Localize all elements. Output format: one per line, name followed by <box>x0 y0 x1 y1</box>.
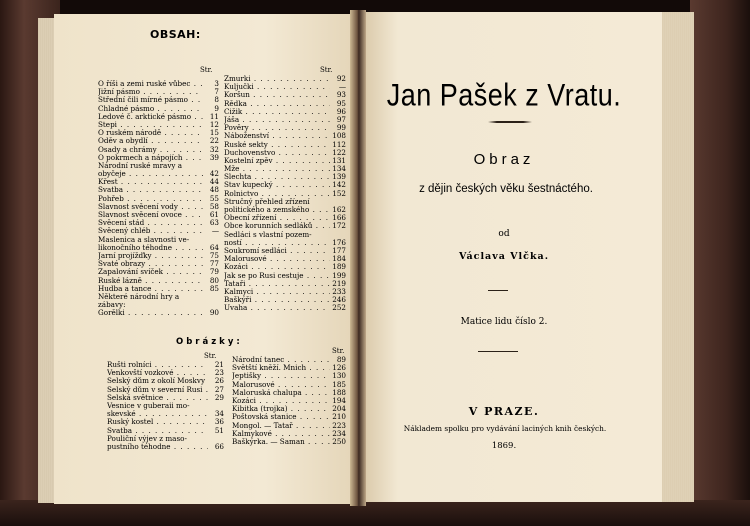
contents-entry-text: Úvaha . . . <box>224 304 330 312</box>
contents-left-column <box>98 80 219 317</box>
contents-entry-page: — <box>338 82 346 92</box>
illustration-entry <box>107 410 224 418</box>
contents-entry <box>224 141 346 149</box>
illustration-entry-text: Kalmykové . . . <box>232 430 330 438</box>
illustrations-str-label-right: Str. <box>332 347 345 355</box>
contents-entry <box>224 198 346 206</box>
illustration-entry-text: Vesnice v guberaii mo- <box>107 401 190 410</box>
contents-entry-page: 122 <box>332 147 346 157</box>
contents-entry-text: Kalmyci . . . <box>224 288 330 296</box>
illustration-entry-text: Rušti rolníci . . . <box>107 361 208 369</box>
contents-entry <box>224 91 346 99</box>
contents-entry <box>98 277 219 285</box>
contents-entry-text: Malorusové . . . <box>224 255 330 263</box>
contents-heading: OBSAH: <box>150 28 201 41</box>
illustration-entry-text: Maloruská chalupa . . . <box>232 389 330 397</box>
contents-entry-text: Ledové č. arktické pásmo . . . <box>98 113 203 121</box>
book-gutter <box>350 10 366 506</box>
contents-entry-text: Gorělki . . . <box>98 309 203 317</box>
contents-entry <box>224 288 346 296</box>
publisher-line: Nákladem spolku pro vydávání laciných knih českých. <box>403 424 607 433</box>
contents-entry-page <box>203 293 219 301</box>
contents-entry-page: 172 <box>332 221 346 231</box>
contents-entry-page: 112 <box>332 139 346 149</box>
contents-entry-text: Slavnost svěcení vody . . . <box>98 203 203 211</box>
contents-entry-text: Svěcení stád . . . <box>98 219 203 227</box>
contents-entry-page: 77 <box>209 259 219 269</box>
contents-entry-page: 134 <box>332 164 346 174</box>
illustration-entry-page: 21 <box>214 360 224 369</box>
contents-entry-text: Jarní projížďky . . . <box>98 252 203 260</box>
contents-entry-text: Jižní pásmo . . . <box>98 88 203 96</box>
contents-entry-text: Žmurki . . . <box>224 75 330 83</box>
contents-entry-page: 96 <box>336 106 346 116</box>
illustration-entry-text: Pouliční výjev z maso- <box>107 434 187 443</box>
contents-entry-page: 99 <box>336 123 346 133</box>
contents-entry-text: Sedláci s vlastní pozem- <box>224 230 312 239</box>
illustration-entry-page: 185 <box>332 379 346 389</box>
contents-entry-page: 48 <box>209 185 219 195</box>
contents-entry-page: — <box>211 226 219 236</box>
contents-entry <box>98 293 219 301</box>
contents-entry <box>224 83 346 91</box>
contents-entry <box>224 116 346 124</box>
contents-entry-text: Mže . . . <box>224 165 330 173</box>
contents-entry <box>224 157 346 165</box>
contents-str-label-right: Str. <box>320 66 333 74</box>
illustration-entry-page: 234 <box>332 428 346 438</box>
contents-entry-text: Obecní zřízení . . . <box>224 214 330 222</box>
contents-entry-page: 92 <box>336 74 346 83</box>
illustration-entry-text: Jeptišky . . . <box>232 372 330 380</box>
page-edges-right <box>660 12 694 502</box>
contents-entry-page: 22 <box>209 136 219 146</box>
illustration-entry-page: 34 <box>214 409 224 419</box>
contents-entry-text: Náboženství . . . <box>224 132 330 140</box>
contents-entry-page: 93 <box>336 90 346 100</box>
contents-entry <box>98 211 219 219</box>
contents-entry-text: Jáša . . . <box>224 116 330 124</box>
contents-entry <box>224 255 346 263</box>
contents-entry-page: 79 <box>209 267 219 277</box>
author-name: Václava Vlčka. <box>459 251 549 262</box>
contents-entry-page: 44 <box>209 177 219 187</box>
illustration-entry <box>232 389 346 397</box>
contents-entry-page: 64 <box>209 242 219 252</box>
contents-entry-page: 142 <box>332 180 346 190</box>
illustration-entry-page: 89 <box>336 355 346 364</box>
contents-entry-page: 75 <box>209 250 219 260</box>
illustration-entry-text: Poštovská stanice . . . <box>232 413 330 421</box>
by-label: od <box>498 229 510 239</box>
illustration-entry-page: 23 <box>214 368 224 378</box>
contents-entry-text: Chladné pásmo . . . <box>98 105 203 113</box>
illustration-entry-text: Malorusové . . . <box>232 381 330 389</box>
illustration-entry-page: 204 <box>332 404 346 414</box>
contents-entry-text: Kuljučki . . . <box>224 83 330 91</box>
contents-entry-text: zábavy: <box>98 301 126 310</box>
illustration-entry-text: Selský dům z okolí Moskvy . . . <box>107 377 208 385</box>
illustration-entry-text: skevské . . . <box>107 410 208 418</box>
contents-entry-page: 199 <box>332 270 346 280</box>
illustration-entry-text: Mongol. — Tatař . . . <box>232 422 330 430</box>
contents-entry-text: Duchovenstvo . . . <box>224 149 330 157</box>
contents-entry-text: Tataři . . . <box>224 280 330 288</box>
contents-entry <box>98 137 219 145</box>
contents-entry <box>224 132 346 140</box>
contents-entry-page: 11 <box>209 111 219 121</box>
contents-entry <box>224 296 346 304</box>
contents-entry-text: Některé národní hry a <box>98 292 180 301</box>
illustration-entry <box>232 356 346 364</box>
contents-entry-text: Svatba . . . <box>98 186 203 194</box>
contents-entry-page: 80 <box>209 275 219 285</box>
contents-entry <box>224 263 346 271</box>
contents-entry <box>224 280 346 288</box>
contents-entry-page: 90 <box>209 308 219 318</box>
contents-entry <box>224 304 346 312</box>
illustration-entry-page: 194 <box>332 395 346 405</box>
contents-entry-text: Křest . . . <box>98 178 203 186</box>
contents-entry-text: obyčeje . . . <box>98 170 203 178</box>
contents-str-label-left: Str. <box>200 66 213 74</box>
contents-entry <box>224 124 346 132</box>
illustrations-right-column <box>232 356 346 446</box>
contents-entry <box>224 247 346 255</box>
contents-entry-page: 55 <box>209 193 219 203</box>
illustration-entry <box>107 443 224 451</box>
contents-entry-page: 42 <box>209 169 219 179</box>
illustration-entry-text: Baškýrka. — Šaman . . . <box>232 438 330 446</box>
illustrations-str-label-left: Str. <box>204 352 217 360</box>
illustration-entry <box>232 397 346 405</box>
contents-entry-text: Svaté obrazy . . . <box>98 260 203 268</box>
contents-entry-page: 246 <box>332 295 346 305</box>
contents-entry-text: Oděv a obydlí . . . <box>98 137 203 145</box>
illustration-entry <box>232 381 346 389</box>
illustrations-heading: Obrázky: <box>176 337 243 347</box>
contents-entry <box>98 129 219 137</box>
contents-entry-text: Čižik . . . <box>224 108 330 116</box>
book-genre: Obraz <box>473 151 535 168</box>
contents-entry-page: 176 <box>332 237 346 247</box>
illustration-entry-page: 126 <box>332 363 346 373</box>
contents-entry-page: 7 <box>214 87 219 97</box>
contents-entry <box>98 236 219 244</box>
illustration-entry-page: 51 <box>214 425 224 435</box>
contents-entry-page: 8 <box>214 95 219 105</box>
contents-entry <box>98 219 219 227</box>
illustrations-left-column <box>107 361 224 451</box>
contents-entry <box>98 170 219 178</box>
contents-entry <box>98 105 219 113</box>
contents-entry-text: politického a zemského . . . <box>224 206 330 214</box>
contents-entry <box>98 113 219 121</box>
contents-entry-page: 131 <box>332 155 346 165</box>
contents-entry <box>98 80 219 88</box>
contents-entry-page: 58 <box>209 201 219 211</box>
contents-entry-text: Osady a chrámy . . . <box>98 146 203 154</box>
contents-entry <box>98 203 219 211</box>
contents-entry-page: 219 <box>332 278 346 288</box>
contents-entry <box>98 121 219 129</box>
illustration-entry-text: Ruský kostel . . . <box>107 418 208 426</box>
contents-entry-text: Hudba a tance . . . <box>98 285 203 293</box>
illustration-entry-text: Světští kněží. Mnich . . . <box>232 364 330 372</box>
contents-entry-text: Národní ruské mravy a <box>98 161 183 170</box>
contents-entry <box>98 260 219 268</box>
contents-entry-page: 63 <box>209 218 219 228</box>
contents-entry <box>224 222 346 230</box>
contents-entry-page: 152 <box>332 188 346 198</box>
contents-entry-text: Pohřeb . . . <box>98 195 203 203</box>
publication-year: 1869. <box>491 441 517 451</box>
contents-entry-text: O ruském národě . . . <box>98 129 203 137</box>
illustration-entry-text: Selská světnice . . . <box>107 394 208 402</box>
contents-entry <box>98 309 219 317</box>
contents-entry <box>224 231 346 239</box>
contents-entry-text: Stav kupecký . . . <box>224 181 330 189</box>
contents-entry-page: 15 <box>209 128 219 138</box>
illustration-entry <box>107 369 224 377</box>
short-rule <box>488 290 508 291</box>
contents-entry-page: 108 <box>332 131 346 141</box>
illustration-entry <box>232 438 346 446</box>
illustration-entry-page: 130 <box>332 371 346 381</box>
series-line: Matice lidu číslo 2. <box>460 317 548 327</box>
contents-entry <box>98 162 219 170</box>
contents-entry <box>98 96 219 104</box>
contents-entry-text: Maslenica a slavnosti ve- <box>98 235 190 244</box>
illustration-entry-text: pustního téhodne . . . <box>107 443 208 451</box>
illustration-entry <box>107 427 224 435</box>
illustration-entry-text: Venkovští vozkové . . . <box>107 369 208 377</box>
contents-entry <box>224 100 346 108</box>
separator-rule <box>478 351 518 352</box>
illustration-entry-text: Národní tanec . . . <box>232 356 330 364</box>
illustration-entry-page: 36 <box>214 417 224 427</box>
contents-entry <box>98 244 219 252</box>
illustration-entry <box>232 430 346 438</box>
contents-entry-text: Pověry . . . <box>224 124 330 132</box>
contents-entry <box>224 206 346 214</box>
contents-entry-page: 166 <box>332 213 346 223</box>
contents-entry-text: Rědka . . . <box>224 100 330 108</box>
contents-entry-page: 61 <box>209 210 219 219</box>
illustration-entry-page: 27 <box>214 384 224 394</box>
contents-entry-text: Ruské lázně . . . <box>98 277 203 285</box>
title-ornament <box>488 121 532 123</box>
book-subtitle: z dějin českých věku šestnáctého. <box>419 183 593 195</box>
book-title: Jan Pašek z Vratu. <box>386 78 622 113</box>
contents-entry <box>224 181 346 189</box>
contents-entry-page: 32 <box>209 144 219 154</box>
contents-entry-page: 233 <box>332 286 346 296</box>
illustration-entry <box>107 435 224 443</box>
contents-entry <box>98 301 219 309</box>
contents-entry-text: Rolnictvo . . . <box>224 190 330 198</box>
contents-entry-text: Stručný přehled zřízení <box>224 197 310 206</box>
book-cover-right <box>690 0 750 526</box>
illustration-entry-text: Selský dům v severní Rusi . . . <box>107 386 208 394</box>
contents-entry-text: Jak se po Rusi cestuje . . . <box>224 272 330 280</box>
contents-entry-page: 177 <box>332 245 346 255</box>
illustration-entry-page: 210 <box>332 412 346 422</box>
contents-entry <box>98 268 219 276</box>
contents-entry <box>224 75 346 83</box>
illustration-entry <box>232 372 346 380</box>
publication-city: V PRAZE. <box>468 405 540 418</box>
contents-entry <box>224 214 346 222</box>
contents-entry <box>98 154 219 162</box>
illustration-entry <box>107 418 224 426</box>
contents-entry-text: Střední čili mírné pásmo . . . <box>98 96 203 104</box>
contents-right-column <box>224 75 346 312</box>
illustration-entry <box>232 413 346 421</box>
contents-entry-text: Baškýři . . . <box>224 296 330 304</box>
contents-entry-page: 12 <box>209 119 219 129</box>
illustration-entry-page: 26 <box>214 376 224 386</box>
contents-entry-text: Šlechta . . . <box>224 173 330 181</box>
contents-entry-page: 189 <box>332 262 346 272</box>
contents-entry-text: Svěcený chléb . . . <box>98 227 203 235</box>
contents-entry-page: 184 <box>332 254 346 264</box>
illustration-entry <box>107 402 224 410</box>
contents-entry-text: Zapalování svíček . . . <box>98 268 203 276</box>
contents-entry <box>98 227 219 235</box>
illustration-entry-text: Kozáci . . . <box>232 397 330 405</box>
illustration-entry <box>232 405 346 413</box>
contents-entry-page: 3 <box>214 79 219 88</box>
contents-entry <box>98 88 219 96</box>
contents-entry <box>98 178 219 186</box>
contents-entry <box>224 239 346 247</box>
contents-entry <box>98 186 219 194</box>
illustration-entry-page: 250 <box>332 436 346 446</box>
contents-entry-text: ností . . . <box>224 239 330 247</box>
illustration-entry <box>107 361 224 369</box>
contents-entry <box>224 272 346 280</box>
contents-entry-text: likonočního téhodne . . . <box>98 244 203 252</box>
contents-entry <box>224 165 346 173</box>
contents-entry <box>98 252 219 260</box>
illustration-entry <box>107 377 224 385</box>
contents-entry-page: 252 <box>332 303 346 313</box>
illustration-entry-page: 188 <box>332 387 346 397</box>
contents-entry <box>224 108 346 116</box>
contents-entry <box>98 146 219 154</box>
illustration-entry <box>232 364 346 372</box>
contents-entry-page: 162 <box>332 205 346 214</box>
contents-entry-text: Ruské sekty . . . <box>224 141 330 149</box>
contents-entry <box>224 149 346 157</box>
illustration-entry <box>107 386 224 394</box>
contents-entry-page: 9 <box>214 103 219 113</box>
contents-entry-page: 39 <box>209 152 219 162</box>
contents-entry-text: Stepi . . . <box>98 121 203 129</box>
illustration-entry <box>107 394 224 402</box>
contents-entry <box>224 173 346 181</box>
contents-entry-page: 139 <box>332 172 346 182</box>
illustration-entry <box>232 422 346 430</box>
contents-entry-text: Koršun . . . <box>224 91 330 99</box>
contents-entry-page: 85 <box>209 283 219 293</box>
contents-entry-text: Soukromí sedláci . . . <box>224 247 330 255</box>
contents-entry <box>224 190 346 198</box>
illustration-entry-page: 223 <box>332 420 346 430</box>
contents-entry-text: Obce korunních sedláků . . . <box>224 222 330 230</box>
contents-entry-text: Kozáci . . . <box>224 263 330 271</box>
illustration-entry-page: 29 <box>214 392 224 402</box>
contents-entry-page: 95 <box>336 98 346 108</box>
contents-entry-page: 97 <box>336 114 346 124</box>
contents-entry-text: O pokrmech a nápojích . . . <box>98 154 203 162</box>
contents-entry-text: O říši a zemi ruské vůbec . . . <box>98 80 203 88</box>
contents-entry-text: Slavnost svěcení ovoce . . . <box>98 211 203 219</box>
illustration-entry-page: 66 <box>214 441 224 451</box>
contents-entry-text: Kostelní zpěv . . . <box>224 157 330 165</box>
contents-entry <box>98 195 219 203</box>
contents-entry <box>98 285 219 293</box>
illustration-entry-text: Kibitka (trojka) . . . <box>232 405 330 413</box>
illustration-entry-text: Svatba . . . <box>107 427 208 435</box>
